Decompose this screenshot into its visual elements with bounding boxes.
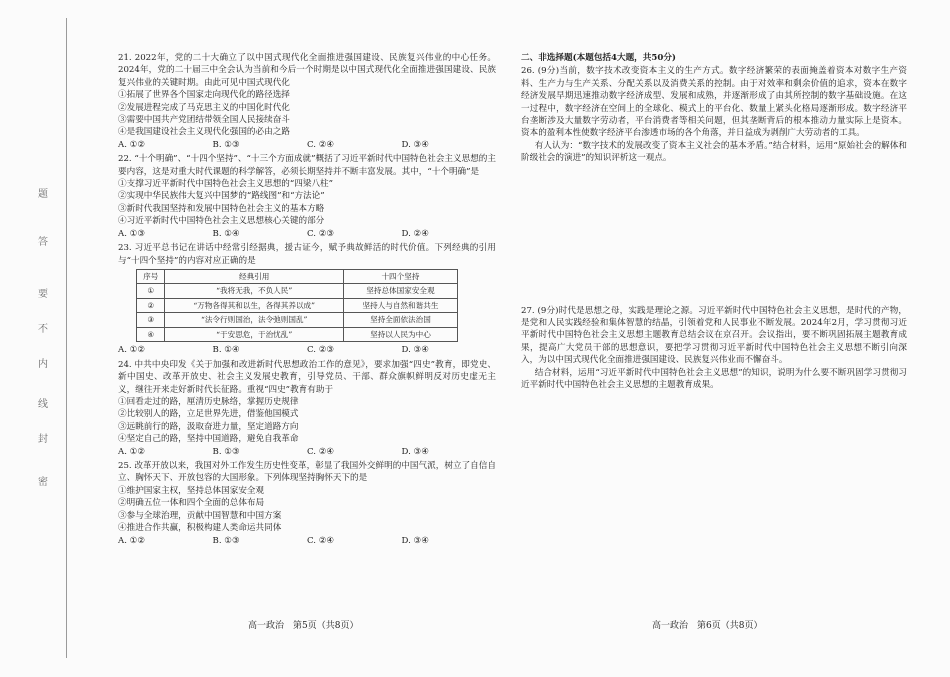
choice-c[interactable]: C. ②③ (307, 228, 335, 239)
table-cell: “万物各得其和以生，各得其养以成” (165, 298, 343, 313)
question-material: 27. (9分)时代是思想之母，实践是理论之源。习近平新时代中国特色社会主义思想，是时代的产物，是党和人民实践经验和集体智慧的结晶，引领着党和人民事业不断发展。2024年2月，学习贯彻习近平新时代中国特色社会主义思想主题教育总结会议在京召开。会议指出，要不断巩固拓展主题教育成果，提高广大党员干部的思想意识，要把学习贯彻习近平新时代中国特色社会主义思想不断引向深入，为以中国式现代化全面推进强国建设、民族复兴伟业而不懈奋斗。 (521, 305, 907, 366)
choice-b[interactable]: B. ①④ (212, 345, 240, 356)
question-stem: 24. 中共中央印发《关于加强和改进新时代思想政治工作的意见》，要求加强“四史”教育，即党史、新中国史、改革开放史、社会主义发展史教育，引导党员、干部、群众旗帜鲜明反对历史虚无主义，继往开来走好新时代长征路。重视“四史”教育有助于 (118, 359, 496, 395)
statement-item: ③新时代我国坚持和发展中国特色社会主义的基本方略 (118, 203, 325, 214)
table-header-row (137, 269, 458, 284)
table-cell: 坚持以人民为中心 (343, 327, 457, 342)
question-24 (118, 359, 496, 458)
table-header: 经典引用 (165, 269, 343, 284)
binding-char: 题 (38, 189, 48, 200)
binding-char: 不 (38, 324, 48, 335)
statement-item: ③需要中国共产党团结带领全国人民接续奋斗 (118, 115, 290, 126)
page-footer-left: 高一政治 第5页（共8页） (248, 621, 359, 631)
question-stem: 22. “十个明确”、“十四个坚持”、“十三个方面成就”概括了习近平新时代中国特色社会主义思想的主要内容，这是对重大时代课题的科学解答，必须长期坚持并不断丰富发展。其中，“十个明确”是 (118, 154, 496, 177)
table-cell: “我将无我，不负人民” (165, 284, 343, 299)
answer-space[interactable] (521, 167, 907, 305)
statement-item: ②实现中华民族伟大复兴中国梦的“路线图”和“方法论” (118, 191, 325, 202)
binding-char: 封 (38, 434, 48, 445)
page-footer-right: 高一政治 第6页（共8页） (652, 621, 763, 631)
choice-c[interactable]: C. ②③ (307, 345, 335, 356)
statement-item: ④是我国建设社会主义现代化强国的必由之路 (118, 127, 290, 138)
table-cell: “法令行则国治，法令弛则国乱” (165, 313, 343, 328)
table-row (137, 313, 458, 328)
statement-item: ②发展进程完成了马克思主义的中国化时代化 (118, 102, 290, 113)
choice-a[interactable]: A. ①② (118, 139, 146, 150)
binding-char: 答 (38, 237, 48, 248)
statement-item: ③远眺前行的路，汲取奋进力量，坚定道路方向 (118, 421, 299, 432)
answer-choices (118, 139, 496, 151)
statement-item: ④坚定自己的路，坚持中国道路，避免自我革命 (118, 434, 299, 445)
binding-char: 内 (38, 359, 48, 370)
table-cell: ① (137, 284, 165, 299)
choice-c[interactable]: C. ②④ (307, 139, 335, 150)
choice-b[interactable]: B. ①④ (212, 228, 240, 239)
question-22 (118, 153, 496, 240)
binding-line (66, 18, 67, 658)
table-row (137, 284, 458, 299)
choice-c[interactable]: C. ②④ (307, 446, 335, 457)
statement-item: ①回看走过的路，厘清历史脉络，掌握历史规律 (118, 397, 299, 408)
statement-item: ①拓展了世界各个国家走向现代化的路径选择 (118, 90, 290, 101)
table-cell: ② (137, 298, 165, 313)
choice-b[interactable]: B. ①③ (212, 139, 240, 150)
choice-a[interactable]: A. ①② (118, 446, 146, 457)
page-6-column (521, 52, 907, 394)
answer-choices (118, 228, 496, 240)
question-23 (118, 242, 496, 357)
question-prompt: 结合材料，运用“习近平新时代中国特色社会主义思想”的知识，说明为什么要不断巩固学习贯彻习近平新时代中国特色社会主义思想的主题教育成果。 (521, 367, 907, 391)
choice-a[interactable]: A. ①② (118, 535, 146, 546)
question-stem: 23. 习近平总书记在讲话中经常引经据典，援古证今，赋予典故鲜活的时代价值。下列经典的引用与“十四个坚持”的内容对应正确的是 (118, 243, 496, 266)
table-cell: 坚持人与自然和谐共生 (343, 298, 457, 313)
choice-d[interactable]: D. ③④ (401, 446, 429, 457)
table-row (137, 327, 458, 342)
statement-item: ①维护国家主权，坚持总体国家安全观 (118, 485, 265, 496)
question-27 (521, 305, 907, 392)
statement-item: ④推进合作共赢，积极构建人类命运共同体 (118, 523, 282, 534)
question-stem: 25. 改革开放以来，我国对外工作发生历史性变革，彰显了我国外交鲜明的中国气派，树立了自信自立、胸怀天下、开放包容的大国形象。下列体现坚持胸怀天下的是 (118, 461, 496, 484)
table-cell: 坚持全面依法治国 (343, 313, 457, 328)
answer-choices (118, 344, 496, 356)
section-title: 二、非选择题(本题包括4大题，共50分) (521, 53, 676, 63)
table-header: 序号 (137, 269, 165, 284)
question-stem: 21. 2022年，党的二十大确立了以中国式现代化全面推进强国建设、民族复兴伟业的中心任务。2024年，党的二十届三中全会认为当前和今后一个时期是以中国式现代化全面推进强国建设、民族复兴伟业的关键时期。由此可见中国式现代化 (118, 53, 496, 88)
choice-a[interactable]: A. ①② (118, 345, 146, 356)
table-header: 十四个坚持 (343, 269, 457, 284)
binding-char: 要 (38, 289, 48, 300)
answer-choices (118, 446, 496, 458)
choice-d[interactable]: D. ③④ (401, 139, 429, 150)
table-cell: ④ (137, 327, 165, 342)
choice-d[interactable]: D. ②④ (401, 228, 429, 239)
statement-item: ②明确五位一体和四个全面的总体布局 (118, 498, 265, 509)
table-cell: “于安思危，于治忧乱” (165, 327, 343, 342)
question-25 (118, 460, 496, 547)
choice-a[interactable]: A. ①③ (118, 228, 146, 239)
question-material: 26. (9分)当前，数字技术改变资本主义的生产方式。数字经济繁荣的表面掩盖着资本对数字生产资料、生产力与生产关系、分配关系以及消费关系的控制。由于对效率和剩余价值的追求，资本在数字经济发展早期迅速推动数字经济成型、发展和成熟，并逐渐形成了由其所控制的数字基础设施。在这一过程中，数字经济在空间上的全球化、模式上的平台化、数量上紧头化格局逐渐形成。数字经济平台垄断涉及大量数字劳动者，平台消费者等相关问题，但其垄断背后的根本推动力量实际上是资本。资本的盈利本性使数字经济平台渗透市场的各个角落，并日益成为剥削广大劳动者的工具。 (521, 66, 907, 139)
statement-item: ③参与全球治理，贡献中国智慧和中国方案 (118, 510, 282, 521)
choice-b[interactable]: B. ①③ (212, 535, 240, 546)
question-21 (118, 52, 496, 151)
statement-item: ①支撑习近平新时代中国特色社会主义思想的“四梁八柱” (118, 179, 334, 190)
choice-b[interactable]: B. ①③ (212, 446, 240, 457)
table-cell: ③ (137, 313, 165, 328)
statement-item: ②比较别人的路，立足世界先进，借鉴他国模式 (118, 409, 299, 420)
question-prompt: 有人认为：“数字技术的发展改变了资本主义社会的基本矛盾。”结合材料，运用“原始社会的解体和阶级社会的演进”的知识评析这一观点。 (521, 140, 907, 164)
binding-char: 线 (38, 399, 48, 410)
binding-char: 密 (38, 477, 48, 488)
choice-c[interactable]: C. ②④ (307, 535, 335, 546)
page-5-column (118, 52, 496, 549)
table-cell: 坚持总体国家安全观 (343, 284, 457, 299)
quote-table (136, 269, 458, 343)
choice-d[interactable]: D. ③④ (401, 345, 429, 356)
question-26 (521, 65, 907, 164)
statement-item: ④习近平新时代中国特色社会主义思想核心关键的部分 (118, 216, 325, 227)
answer-choices (118, 535, 496, 547)
table-row (137, 298, 458, 313)
choice-d[interactable]: D. ③④ (401, 535, 429, 546)
